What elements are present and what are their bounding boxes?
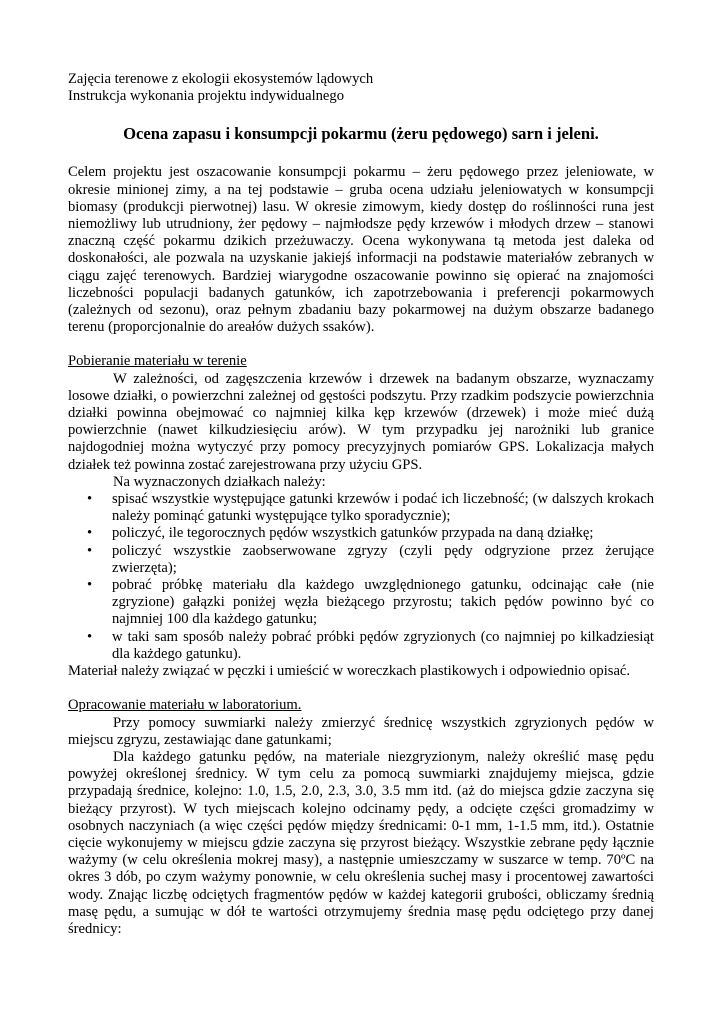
list-item-text: w taki sam sposób należy pobrać próbki pędów zgryzionych (co najmniej po kilkadziesiąt dla każdego gatunku). xyxy=(112,628,654,662)
bullet-icon: • xyxy=(87,577,93,594)
list-item-text: pobrać próbkę materiału dla każdego uwzględnionego gatunku, odcinając całe (nie zgryzione) gałązki poniżej węzła bieżącego przyrostu; takich pędów powinno być co najmniej 100 dla każdego gatunku; xyxy=(112,577,654,628)
instruction-subtitle: Instrukcja wykonania projektu indywidualnego xyxy=(68,88,344,105)
fieldwork-steps-list xyxy=(68,491,654,663)
bullet-icon: • xyxy=(87,542,93,559)
list-item xyxy=(87,628,654,663)
bullet-icon: • xyxy=(87,628,93,645)
list-item xyxy=(87,491,654,525)
list-item-text: policzyć wszystkie zaobserwowane zgryzy (czyli pędy odgryzione przez żerujące zwierzęta); xyxy=(112,542,654,576)
section-heading-lab: Opracowanie materiału w laboratorium. xyxy=(68,697,302,714)
lab-paragraph-2: Dla każdego gatunku pędów, na materiale niezgryzionym, należy określić masę pędu powyżej określonej średnicy. W tym celu za pomocą suwmiarki znajdujemy miejsca, gdzie przypadają średnice, kolejno: 1.0, 1.5, 2.0, 2.3, 3.0, 3.5 mm itd. (aż do miejsca gdzie zaczyna się bieżący przyrost). W tych miejscach kolejno odcinamy pędy, a odcięte części gromadzimy w osobnych naczyniach (a więc części pędów między średnicami: 0-1 mm, 1-1.5 mm, itd.). Ostatnie cięcie wykonujemy w miejscu gdzie zaczyna się przyrost bieżący. Wszystkie zebrane pędy łącznie ważymy (w celu określenia mokrej masy), a następnie umieszczamy w suszarce w temp. 70ºC na okres 3 dób, po czym ważymy ponownie, w celu określenia suchej masy i procentowej zawartości wody. Znając liczbę odciętych fragmentów pędów w każdej kategorii grubości, obliczamy średnią masę pędu, a sumując w dół te wartości otrzymujemy średnia masę pędu odciętego przy danej średnicy: xyxy=(68,748,654,937)
list-item xyxy=(87,525,654,542)
intro-paragraph: Celem projektu jest oszacowanie konsumpcji pokarmu – żeru pędowego przez jeleniowate, w okresie minionej zimy, a na tej podstawie – gruba ocena udziału jeleniowatych w konsumpcji biomasy (produkcji pierwotnej) lasu. W okresie zimowym, kiedy dostęp do roślinności runa jest niemożliwy lub utrudniony, żer pędowy – najmłodsze pędy krzewów i młodych drzew – stanowi znaczną część pokarmu dzikich przeżuwaczy. Ocena wykonywana tą metoda jest daleka od doskonałości, ale pozwala na uzyskanie jakiejś informacji na podstawie materiałów zebranych w ciągu zajęć terenowych. Bardziej wiarygodne oszacowanie powinno się opierać na znajomości liczebności populacji badanych gatunków, ich zapotrzebowania i preferencji pokarmowych (zależnych od sezonu), oraz pełnym zbadaniu bazy pokarmowej na dużym obszarze badanego terenu (proporcjonalnie do areałów dużych ssaków). xyxy=(68,164,654,336)
list-item-text: policzyć, ile tegorocznych pędów wszystkich gatunków przypada na daną działkę; xyxy=(112,525,594,542)
section-heading-fieldwork: Pobieranie materiału w terenie xyxy=(68,353,247,370)
document-page xyxy=(68,71,654,938)
list-item xyxy=(87,577,654,629)
course-name: Zajęcia terenowe z ekologii ekosystemów lądowych xyxy=(68,71,374,87)
fieldwork-closing: Materiał należy związać w pęczki i umieścić w woreczkach plastikowych i odpowiednio opisać. xyxy=(68,663,631,680)
bullet-icon: • xyxy=(87,525,93,542)
fieldwork-list-intro: Na wyznaczonych działkach należy: xyxy=(113,473,326,490)
list-item xyxy=(87,542,654,577)
bullet-icon: • xyxy=(87,491,93,508)
lab-paragraph-1: Przy pomocy suwmiarki należy zmierzyć średnicę wszystkich zgryzionych pędów w miejscu zgryzu, zestawiając dane gatunkami; xyxy=(68,714,654,748)
document-title: Ocena zapasu i konsumpcji pokarmu (żeru pędowego) sarn i jeleni. xyxy=(123,124,599,144)
list-item-text: spisać wszystkie występujące gatunki krzewów i podać ich liczebność; (w dalszych krokach należy pominąć gatunki występujące tylko sporadycznie); xyxy=(112,491,654,525)
fieldwork-paragraph: W zależności, od zagęszczenia krzewów i drzewek na badanym obszarze, wyznaczamy losowe działki, o powierzchni zależnej od gęstości podszytu. Przy rzadkim podszycie powierzchnia działki powinna obejmować co najmniej kilka kęp krzewów (drzewek) i może mieć dużą powierzchnie (nawet kilkudziesięciu arów). W tym przypadku jej narożniki lub granice najdogodniej można wytyczyć przy pomocy precyzyjnych pomiarów GPS. Lokalizacja małych działek też powinna zostać zarejestrowana przy użyciu GPS. xyxy=(68,370,654,473)
